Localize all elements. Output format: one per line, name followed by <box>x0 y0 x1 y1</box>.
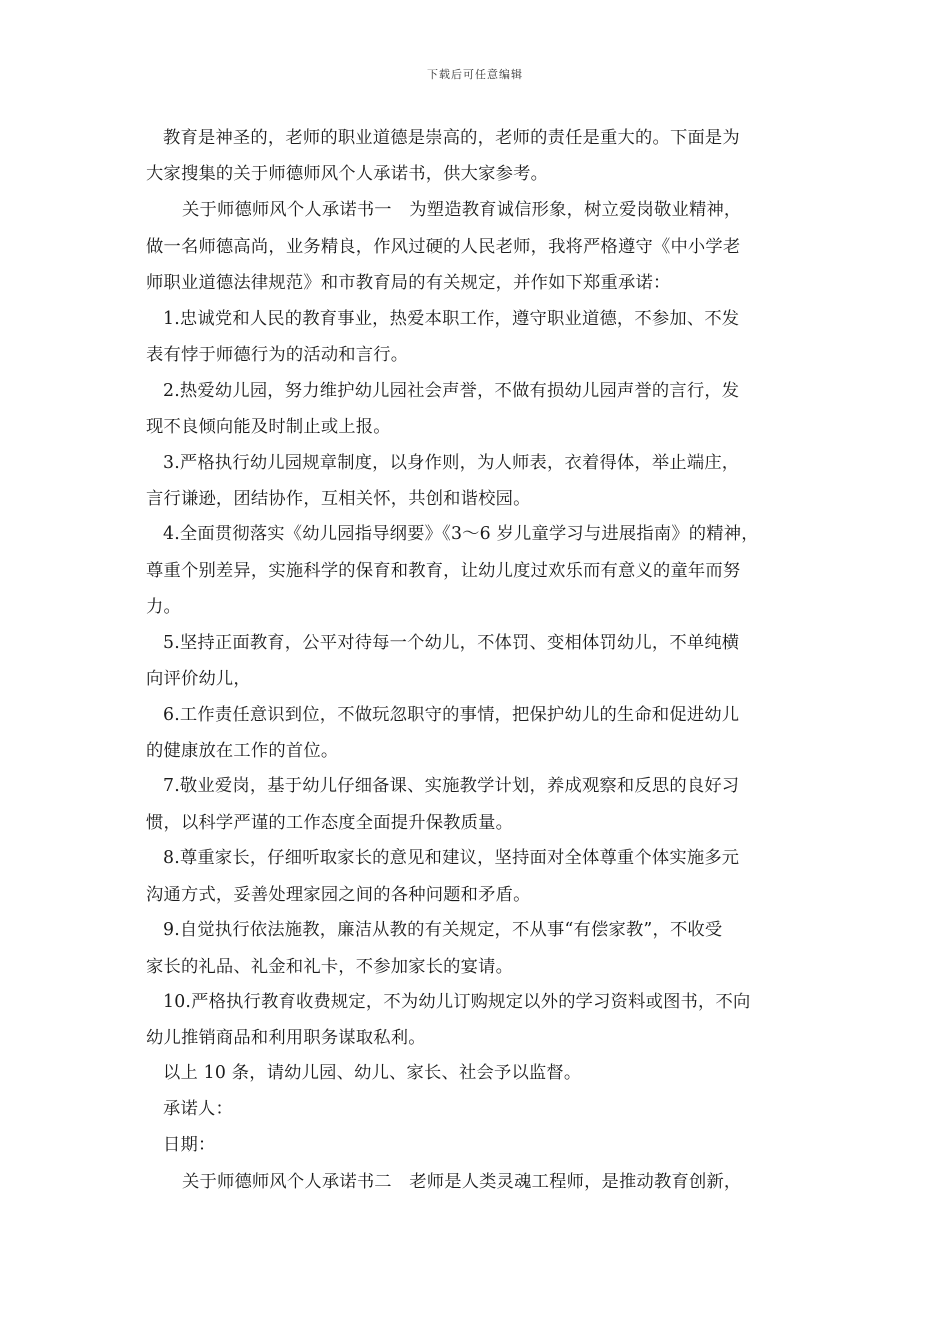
item-7-line-1: 7.敬业爱岗，基于幼儿仔细备课、实施教学计划，养成观察和反思的良好习 <box>163 776 740 796</box>
section-one-line-3: 师职业道德法律规范》和市教育局的有关规定，并作如下郑重承诺： <box>146 273 671 293</box>
item-8-line-1: 8.尊重家长，仔细听取家长的意见和建议，坚持面对全体尊重个体实施多元 <box>163 848 740 868</box>
item-4-line-1: 4.全面贯彻落实《幼儿园指导纲要》《3～6 岁儿童学习与进展指南》的精神， <box>163 524 759 544</box>
supervision-note: 以上 10 条，请幼儿园、幼儿、家长、社会予以监督。 <box>163 1063 582 1083</box>
intro-line-2: 大家搜集的关于师德师风个人承诺书，供大家参考。 <box>146 164 549 184</box>
item-5-line-1: 5.坚持正面教育，公平对待每一个幼儿，不体罚、变相体罚幼儿，不单纯横 <box>163 633 740 653</box>
section-one-line-1: 关于师德师风个人承诺书一 为塑造教育诚信形象，树立爱岗敬业精神， <box>182 200 742 220</box>
item-4-line-3: 力。 <box>146 597 181 617</box>
item-3-line-2: 言行谦逊，团结协作，互相关怀，共创和谐校园。 <box>146 489 531 509</box>
item-10-line-2: 幼儿推销商品和利用职务谋取私利。 <box>146 1028 426 1048</box>
item-3-line-1: 3.严格执行幼儿园规章制度，以身作则，为人师表，衣着得体，举止端庄， <box>163 453 740 473</box>
promisor-label: 承诺人： <box>163 1099 233 1119</box>
item-8-line-2: 沟通方式，妥善处理家园之间的各种问题和矛盾。 <box>146 885 531 905</box>
section-one-line-2: 做一名师德高尚，业务精良，作风过硬的人民老师，我将严格遵守《中小学老 <box>146 237 741 257</box>
page-header: 下载后可任意编辑 <box>427 68 523 81</box>
item-6-line-1: 6.工作责任意识到位，不做玩忽职守的事情，把保护幼儿的生命和促进幼儿 <box>163 705 740 725</box>
item-10-line-1: 10.严格执行教育收费规定，不为幼儿订购规定以外的学习资料或图书，不向 <box>163 992 751 1012</box>
date-label: 日期： <box>163 1135 216 1155</box>
item-1-line-2: 表有悖于师德行为的活动和言行。 <box>146 345 409 365</box>
item-2-line-1: 2.热爱幼儿园，努力维护幼儿园社会声誉，不做有损幼儿园声誉的言行，发 <box>163 381 740 401</box>
item-1-line-1: 1.忠诚党和人民的教育事业，热爱本职工作，遵守职业道德，不参加、不发 <box>163 309 740 329</box>
section-two-line-1: 关于师德师风个人承诺书二 老师是人类灵魂工程师，是推动教育创新， <box>182 1172 742 1192</box>
item-4-line-2: 尊重个别差异，实施科学的保育和教育，让幼儿度过欢乐而有意义的童年而努 <box>146 561 741 581</box>
item-7-line-2: 惯，以科学严谨的工作态度全面提升保教质量。 <box>146 813 514 833</box>
item-6-line-2: 的健康放在工作的首位。 <box>146 741 339 761</box>
item-5-line-2: 向评价幼儿， <box>146 669 251 689</box>
item-9-line-2: 家长的礼品、礼金和礼卡，不参加家长的宴请。 <box>146 957 514 977</box>
intro-line-1: 教育是神圣的，老师的职业道德是崇高的，老师的责任是重大的。下面是为 <box>163 128 740 148</box>
item-9-line-1: 9.自觉执行依法施教，廉洁从教的有关规定，不从事“有偿家教”，不收受 <box>163 920 723 940</box>
item-2-line-2: 现不良倾向能及时制止或上报。 <box>146 417 391 437</box>
